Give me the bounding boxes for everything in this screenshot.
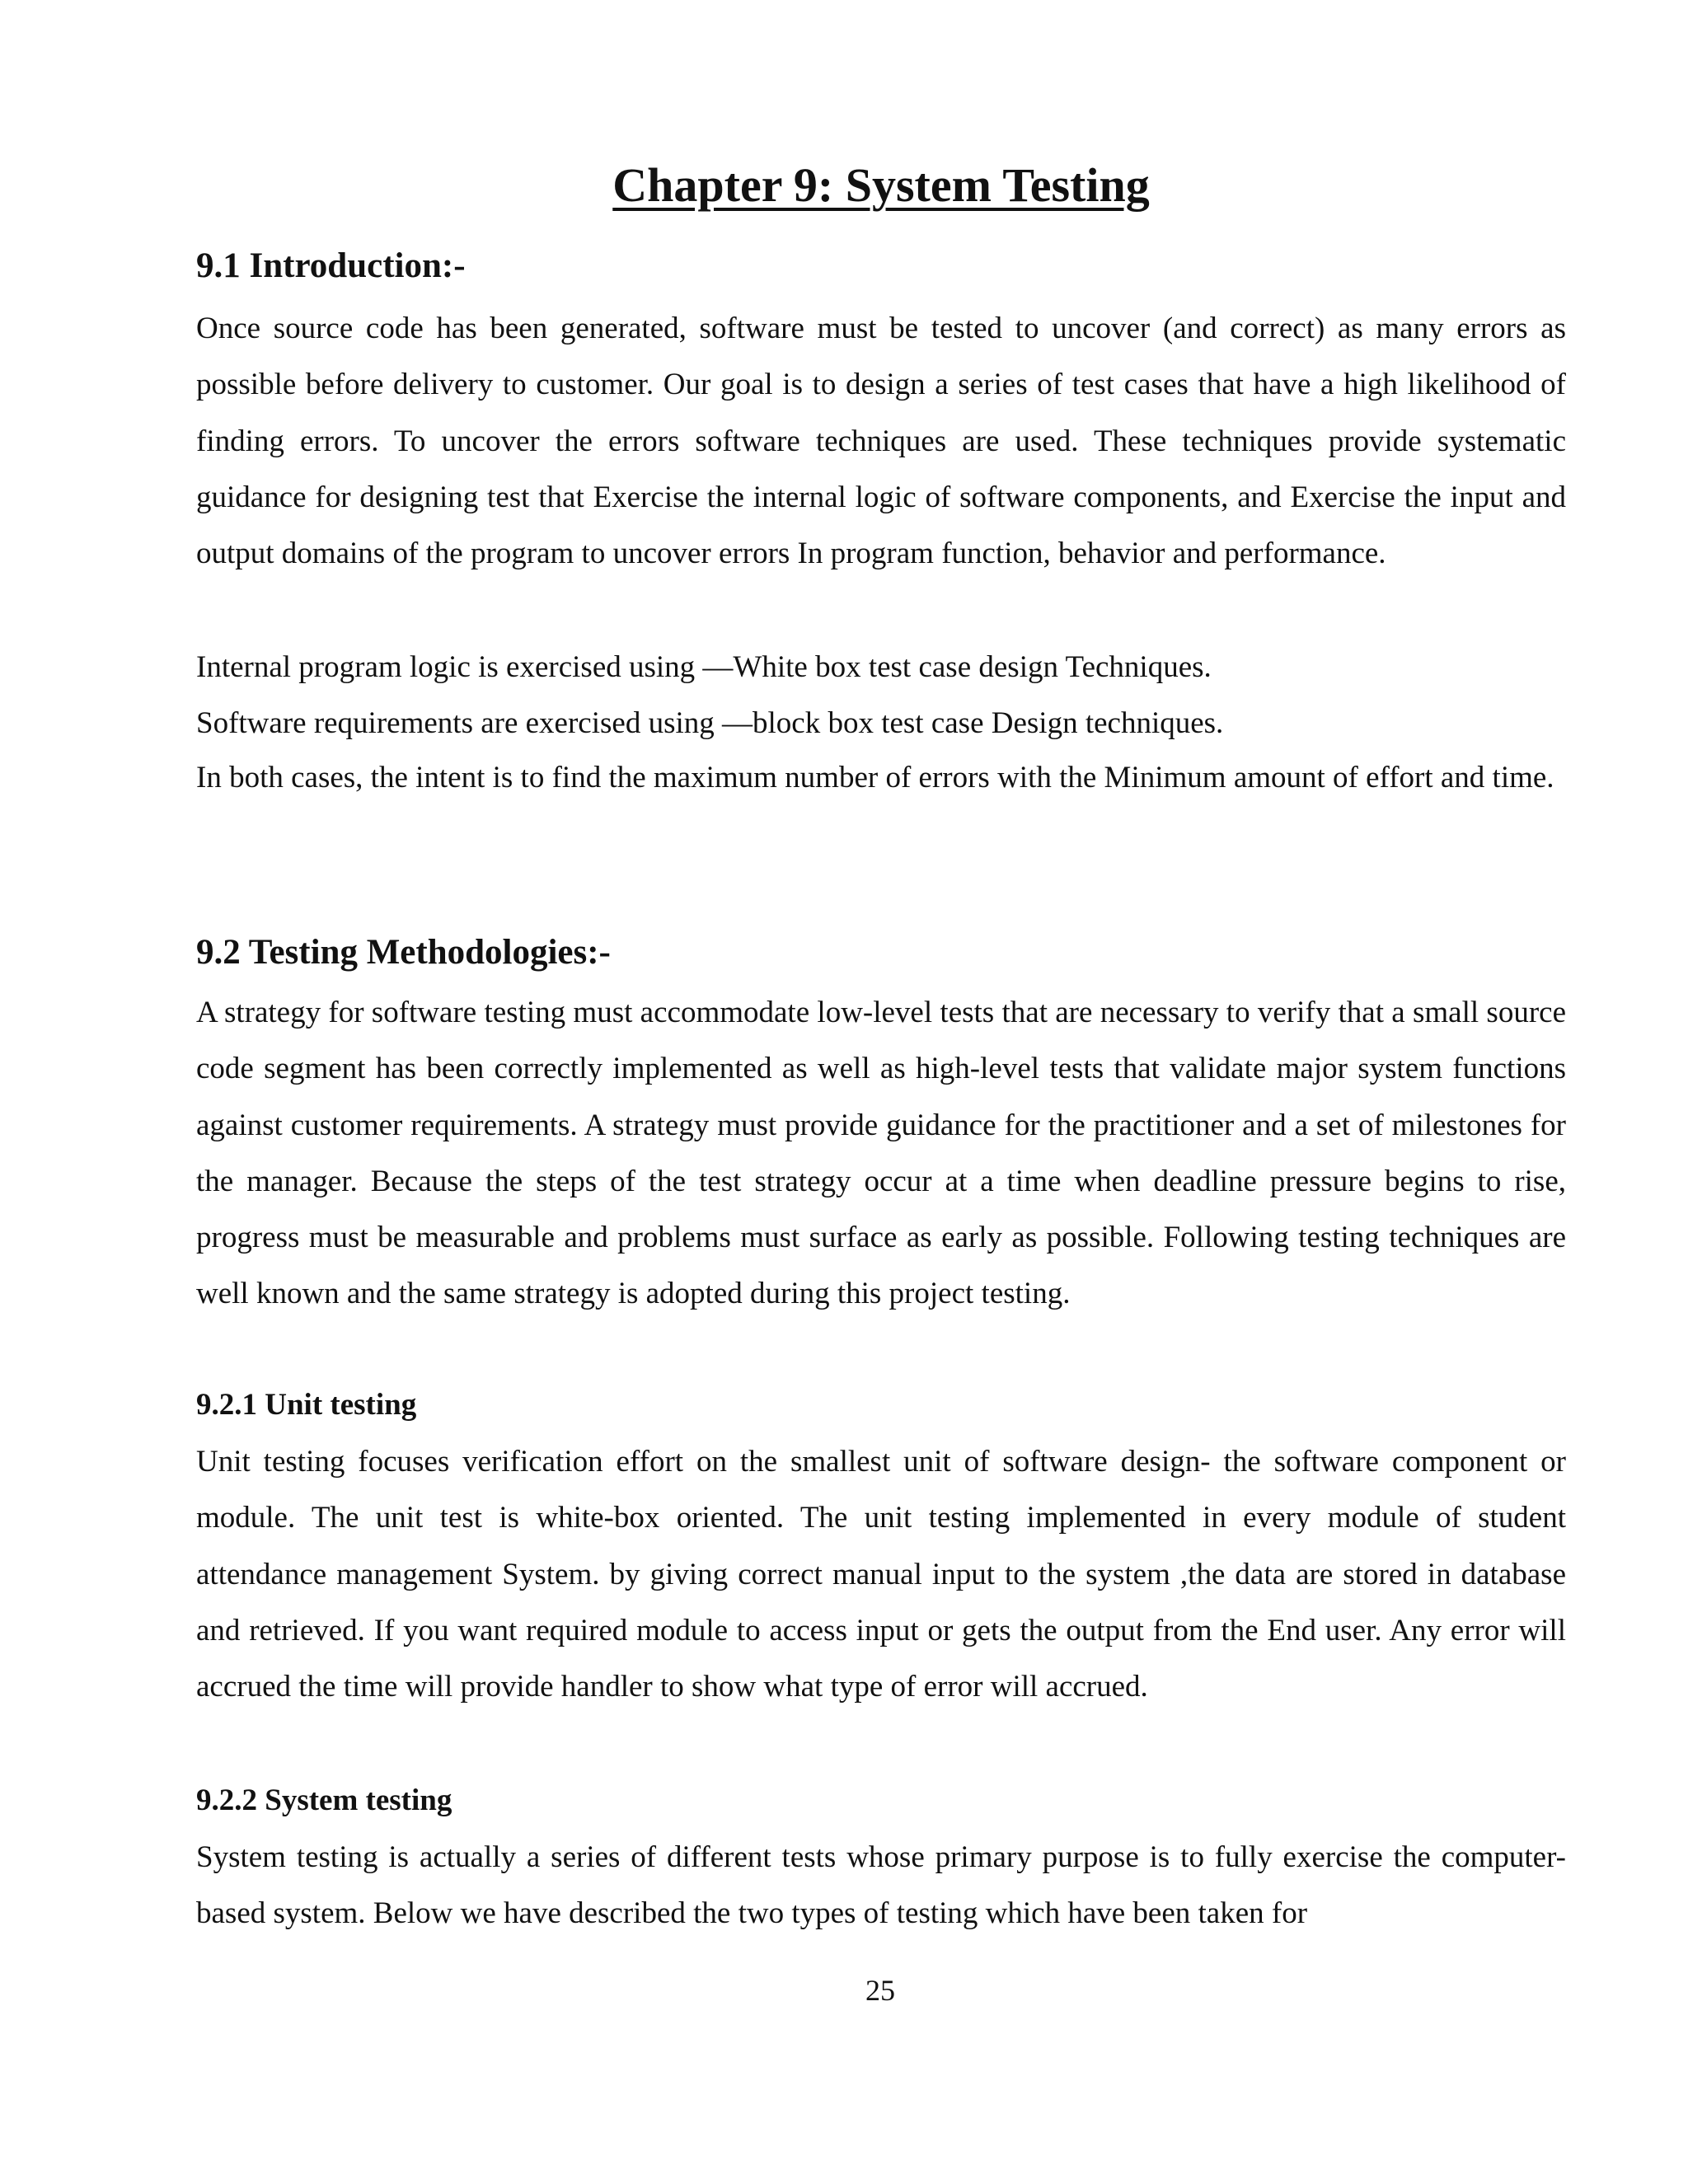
subheading-system-testing: 9.2.2 System testing [196, 1783, 452, 1817]
subheading-unit-testing: 9.2.1 Unit testing [196, 1388, 417, 1422]
section-heading-testing-methodologies: 9.2 Testing Methodologies:- [196, 933, 611, 972]
black-box-line: Software requirements are exercised using ―block box test case Design techniques. [196, 706, 1224, 740]
intro-paragraph: Once source code has been generated, software must be tested to uncover (and correct) as many errors as possible before delivery to customer. Our goal is to design a series of test cases that have a high likelihood of finding errors. To uncover the errors software techniques are used. These techniques provide systematic guidance for designing test that Exercise the internal logic of software components, and Exercise the input and output domains of the program to uncover errors In program function, behavior and performance. [196, 312, 1566, 571]
intro-closing-paragraph: In both cases, the intent is to find the maximum number of errors with the Minimum amount of effort and time. [196, 761, 1554, 794]
system-testing-paragraph: System testing is actually a series of different tests whose primary purpose is to fully exercise the computer-based system. Below we have described the two types of testing which have been taken for [196, 1840, 1566, 1931]
page-number: 25 [865, 1974, 895, 2007]
methodologies-paragraph: A strategy for software testing must accommodate low-level tests that are necessary to verify that a small source code segment has been correctly implemented as well as high-level tests that validate major system functions against customer requirements. A strategy must provide guidance for the practitioner and a set of milestones for the manager. Because the steps of the test strategy occur at a time when deadline pressure begins to rise, progress must be measurable and problems must surface as early as possible. Following testing techniques are well known and the same strategy is adopted during this project testing. [196, 996, 1566, 1311]
unit-testing-paragraph: Unit testing focuses verification effort on the smallest unit of software design- the software component or module. The unit test is white-box oriented. The unit testing implemented in every module of student attendance management System. by giving correct manual input to the system ,the data are stored in database and retrieved. If you want required module to access input or gets the output from the End user. Any error will accrued the time will provide handler to show what type of error will accrued. [196, 1445, 1566, 1704]
chapter-title: Chapter 9: System Testing [612, 158, 1150, 212]
section-heading-introduction: 9.1 Introduction:- [196, 246, 466, 285]
white-box-line: Internal program logic is exercised using ―White box test case design Techniques. [196, 650, 1212, 684]
